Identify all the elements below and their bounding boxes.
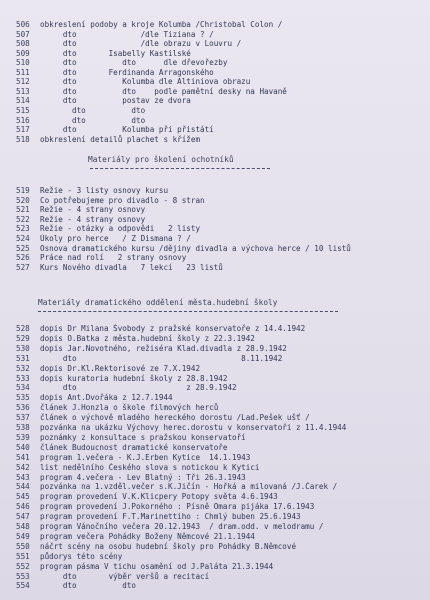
entry-number: 524: [16, 234, 30, 243]
inventory-entry: [0, 423, 430, 432]
entry-description: program Vánočního večera 20.12.1943 / dram.odd. v melodramu /: [40, 522, 324, 531]
inventory-entry: [0, 443, 430, 452]
entry-number: 509: [16, 48, 30, 58]
entry-number: 537: [16, 413, 30, 423]
inventory-entry: [0, 125, 430, 134]
entry-description: dto z 28.9.1942: [40, 383, 237, 393]
entry-number: 544: [16, 482, 30, 492]
entry-description: dto dto: [40, 581, 137, 591]
entry-number: 551: [16, 551, 30, 561]
inventory-entry: [0, 334, 430, 343]
entry-description: půdorys této scény: [40, 551, 123, 561]
entry-number: 545: [16, 492, 30, 502]
inventory-entry: [0, 542, 430, 551]
entry-description: program provedení J.Pokorného : Písně Omara pijáka 17.6.1943: [40, 502, 315, 512]
entry-number: 540: [16, 442, 30, 452]
section-underline-dramaticke-oddeleni: [38, 311, 338, 312]
entry-description: dto Isabelly Kastilské: [40, 48, 191, 58]
entry-description: dto Kolumba při přistátí: [40, 125, 214, 135]
entry-description: list nedělního Českého slova s notickou k Kytici: [40, 462, 260, 472]
entry-number: 519: [16, 186, 30, 195]
inventory-entry: [0, 224, 430, 233]
inventory-entry: [0, 324, 430, 333]
entry-number: 534: [16, 383, 30, 393]
entry-description: dto postav ze dvora: [40, 96, 191, 106]
entry-description: dto /dle Tiziana ? /: [40, 29, 214, 39]
inventory-entry: [0, 492, 430, 501]
entry-number: 550: [16, 541, 30, 551]
entry-number: 523: [16, 224, 30, 234]
entry-description: Co potřebujeme pro divadlo - 8 stran: [40, 195, 205, 205]
entry-number: 539: [16, 432, 30, 442]
entry-description: Režie - 4 strany osnovy: [40, 214, 146, 224]
entry-number: 513: [16, 86, 30, 96]
entry-description: obkreslení podoby a kroje Kolumba /Christobal Colon /: [40, 20, 283, 29]
entry-number: 547: [16, 512, 30, 522]
section-heading-dramaticke-oddeleni: Materiály dramatického oddělení města.hudební školy: [38, 298, 278, 307]
entry-description: dto dto podle pamětní desky na Havaně: [40, 86, 287, 96]
entry-description: dopis Jar.Novotného, režiséra Klad.divadla z 28.9.1942: [40, 343, 287, 353]
entry-number: 533: [16, 373, 30, 383]
inventory-entry: [0, 393, 430, 402]
entry-description: dopis Dr Milana Švobody z pražské konservatoře z 14.4.1942: [40, 324, 306, 333]
entry-description: Úkoly pro herce / Z Dismana ? /: [40, 234, 191, 243]
inventory-entry: [0, 433, 430, 442]
entry-description: dto Ferdinanda Arragonského: [40, 67, 214, 77]
entry-number: 520: [16, 195, 30, 205]
entry-description: Osnova dramatického kursu /dějiny divadla a výchova herce / 10 listů: [40, 243, 351, 253]
entry-number: 541: [16, 452, 30, 462]
entry-number: 546: [16, 502, 30, 512]
entry-description: pozvánka na ukázku Výchovy herec.dorostu v konservatoři z 11.4.1944: [40, 423, 347, 432]
entry-number: 543: [16, 472, 30, 482]
entry-description: Kurs Nového divadla 7 lekcí 23 listů: [40, 262, 223, 272]
entry-number: 522: [16, 214, 30, 224]
entry-number: 554: [16, 581, 30, 591]
inventory-entry: [0, 413, 430, 422]
entry-number: 535: [16, 393, 30, 403]
entry-number: 548: [16, 522, 30, 531]
entry-description: poznámky z konsultace s pražskou konservatoří: [40, 432, 246, 442]
entry-description: článek Budoucnost dramatické konservatoře: [40, 442, 228, 452]
entry-number: 531: [16, 353, 30, 363]
inventory-entry: [0, 374, 430, 383]
section-underline-skoleni-ochotniku: [90, 168, 270, 169]
inventory-entry: [0, 49, 430, 58]
inventory-entry: [0, 244, 430, 253]
entry-number: 552: [16, 561, 30, 571]
entry-number: 515: [16, 106, 30, 115]
entry-description: dopis kuratoria hudební školy z 28.8.1942: [40, 373, 228, 383]
inventory-entry: [0, 58, 430, 67]
inventory-entry: [0, 135, 430, 144]
entry-number: 553: [16, 571, 30, 581]
inventory-entry: [0, 205, 430, 214]
inventory-entry: [0, 77, 430, 86]
entry-description: Režie - 4 strany osnovy: [40, 205, 146, 215]
entry-number: 525: [16, 243, 30, 253]
inventory-entry: [0, 215, 430, 224]
entry-description: dto výběr veršů a recitací: [40, 571, 210, 581]
inventory-entry: [0, 522, 430, 531]
inventory-entry: [0, 562, 430, 571]
inventory-entry: [0, 96, 430, 105]
inventory-entry: [0, 263, 430, 272]
entry-description: dto dto: [40, 115, 146, 125]
inventory-entry: [0, 68, 430, 77]
entry-description: program 4.večera - Lev Blatný : Tři 26.3.1943: [40, 472, 246, 482]
entry-description: dto Kolumba dle Altiniova obrazu: [40, 77, 251, 87]
entry-number: 521: [16, 205, 30, 215]
inventory-entry: [0, 473, 430, 482]
entry-description: Práce nad rolí 2 strany osnovy: [40, 253, 187, 263]
inventory-entry: [0, 186, 430, 195]
inventory-entry: [0, 532, 430, 541]
inventory-entry: [0, 502, 430, 511]
entry-description: obkreslení detailů plachet s křížem: [40, 134, 201, 144]
entry-number: 518: [16, 134, 30, 144]
inventory-entry: [0, 234, 430, 243]
entry-description: program večera Pohádky Boženy Němcové 21.1.1944: [40, 531, 255, 541]
inventory-entry: [0, 354, 430, 363]
entry-number: 510: [16, 58, 30, 68]
entry-number: 512: [16, 77, 30, 87]
entry-description: program 1.večera - K.J.Erben Kytice 14.1.1943: [40, 452, 251, 462]
entry-description: dopis Ant.Dvořáka z 12.7.1944: [40, 393, 173, 403]
inventory-entry: [0, 403, 430, 412]
inventory-entry: [0, 116, 430, 125]
entry-number: 517: [16, 125, 30, 135]
entry-description: článek o výchově mladého hereckého dorostu /Lad.Pešek ušť /: [40, 413, 310, 423]
entry-number: 528: [16, 324, 30, 333]
inventory-entry: [0, 30, 430, 39]
entry-number: 538: [16, 423, 30, 432]
inventory-entry: [0, 581, 430, 590]
entry-description: dto dto: [40, 106, 146, 115]
entry-description: Režie - otázky a odpovědi 2 listy: [40, 224, 201, 234]
entry-number: 527: [16, 262, 30, 272]
entry-number: 536: [16, 403, 30, 413]
inventory-entry: [0, 39, 430, 48]
entry-description: program provedení V.K.Klicpery Potopy světa 4.6.1943: [40, 492, 278, 502]
entry-description: dopis O.Batka z města.hudební školy z 22.3.1942: [40, 333, 255, 343]
inventory-entry: [0, 552, 430, 561]
inventory-entry: [0, 344, 430, 353]
inventory-entry: [0, 364, 430, 373]
inventory-entry: [0, 383, 430, 392]
inventory-entry: [0, 20, 430, 29]
entry-description: pozvánka na 1.vzděl.večer s.K.Jičín - Hořká a milovaná /J.Čarek /: [40, 482, 338, 492]
entry-description: dopis Dr.Kl.Rektorisové ze 7.X.1942: [40, 363, 201, 373]
entry-number: 511: [16, 67, 30, 77]
entry-number: 516: [16, 115, 30, 125]
entry-description: Režie - 3 listy osnovy kursu: [40, 186, 169, 195]
entry-number: 507: [16, 29, 30, 39]
entry-number: 506: [16, 20, 30, 29]
entry-description: náčrt scény na osobu hudební školy pro Pohádky B.Němcové: [40, 541, 297, 551]
entry-number: 532: [16, 363, 30, 373]
inventory-entry: [0, 463, 430, 472]
entry-description: program provedení F.T.Marinettiho : Chmlý buben 25.6.1943: [40, 512, 301, 522]
entry-number: 514: [16, 96, 30, 106]
inventory-entry: [0, 87, 430, 96]
entry-description: dto 8.11.1942: [40, 353, 283, 363]
inventory-entry: [0, 572, 430, 581]
entry-description: program pásma V tichu osamění od J.Paláta 21.3.1944: [40, 561, 274, 571]
inventory-entry: [0, 196, 430, 205]
inventory-entry: [0, 453, 430, 462]
entry-number: 526: [16, 253, 30, 263]
entry-description: dto dto dle dřevořezby: [40, 58, 228, 68]
entry-number: 542: [16, 462, 30, 472]
section-heading-skoleni-ochotniku: Materiály pro školení ochotníků: [88, 155, 234, 164]
entry-number: 530: [16, 343, 30, 353]
inventory-entry: [0, 512, 430, 521]
entry-number: 549: [16, 531, 30, 541]
entry-number: 508: [16, 39, 30, 49]
entry-description: článek J.Honzla o škole filmových herců: [40, 403, 219, 413]
entry-number: 529: [16, 333, 30, 343]
entry-description: dto /dle obrazu v Louvru /: [40, 39, 242, 49]
inventory-entry: [0, 482, 430, 491]
inventory-entry: [0, 106, 430, 115]
inventory-entry: [0, 253, 430, 262]
